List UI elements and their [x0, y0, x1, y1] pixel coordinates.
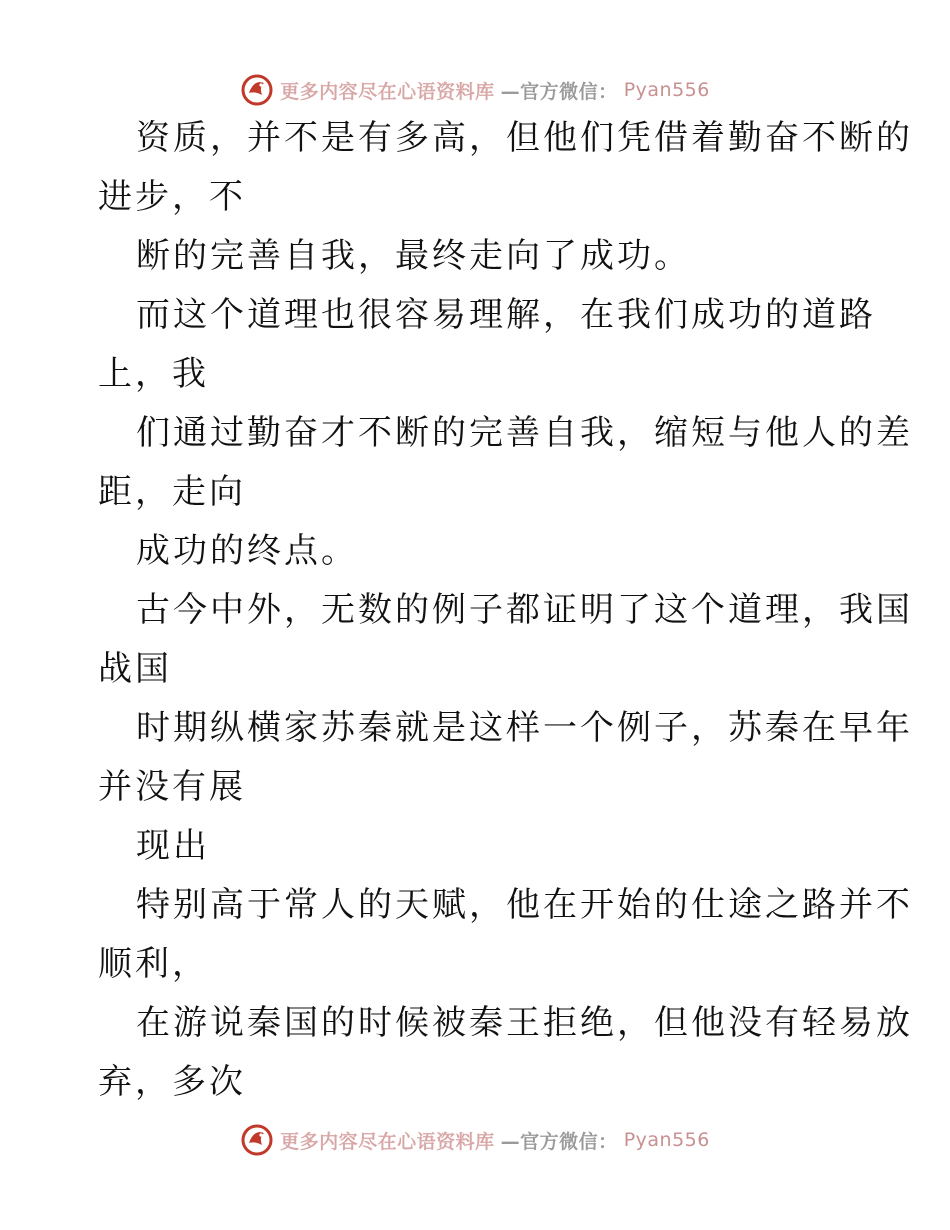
- body-line: 进步，不: [98, 177, 246, 217]
- body-line: 顺利，: [98, 944, 209, 984]
- body-line: 成功的终点。: [136, 531, 358, 571]
- body-line: 战国: [98, 649, 172, 689]
- body-line: 弃，多次: [98, 1062, 246, 1102]
- body-line: 时期纵横家苏秦就是这样一个例子，苏秦在早年: [136, 708, 913, 748]
- watermark-wechat-label: —官方微信：: [500, 1130, 618, 1153]
- watermark-wechat-id: Pyan556: [623, 1129, 710, 1151]
- footer-watermark: [0, 1120, 950, 1160]
- watermark-wechat-label: —官方微信：: [500, 80, 618, 103]
- body-line: 们通过勤奋才不断的完善自我，缩短与他人的差: [136, 413, 913, 453]
- body-line: 在游说秦国的时候被秦王拒绝，但他没有轻易放: [136, 1003, 913, 1043]
- body-line: 资质，并不是有多高，但他们凭借着勤奋不断的: [136, 118, 913, 158]
- body-line: 上，我: [98, 354, 209, 394]
- body-line: 断的完善自我，最终走向了成功。: [136, 236, 691, 276]
- watermark-site-name: 更多内容尽在心语资料库: [280, 1130, 495, 1153]
- body-line: 现出: [136, 826, 210, 866]
- body-line: 而这个道理也很容易理解，在我们成功的道路: [136, 295, 876, 335]
- body-line: 古今中外，无数的例子都证明了这个道理，我国: [136, 590, 913, 630]
- watermark-wechat-id: Pyan556: [623, 79, 710, 101]
- body-line: 并没有展: [98, 767, 246, 807]
- header-watermark: [0, 70, 950, 110]
- body-line: 特别高于常人的天赋，他在开始的仕途之路并不: [136, 885, 913, 925]
- red-dragon-seal-icon: [240, 73, 274, 107]
- red-dragon-seal-icon: [240, 1123, 274, 1157]
- watermark-site-name: 更多内容尽在心语资料库: [280, 80, 495, 103]
- body-line: 距，走向: [98, 472, 246, 512]
